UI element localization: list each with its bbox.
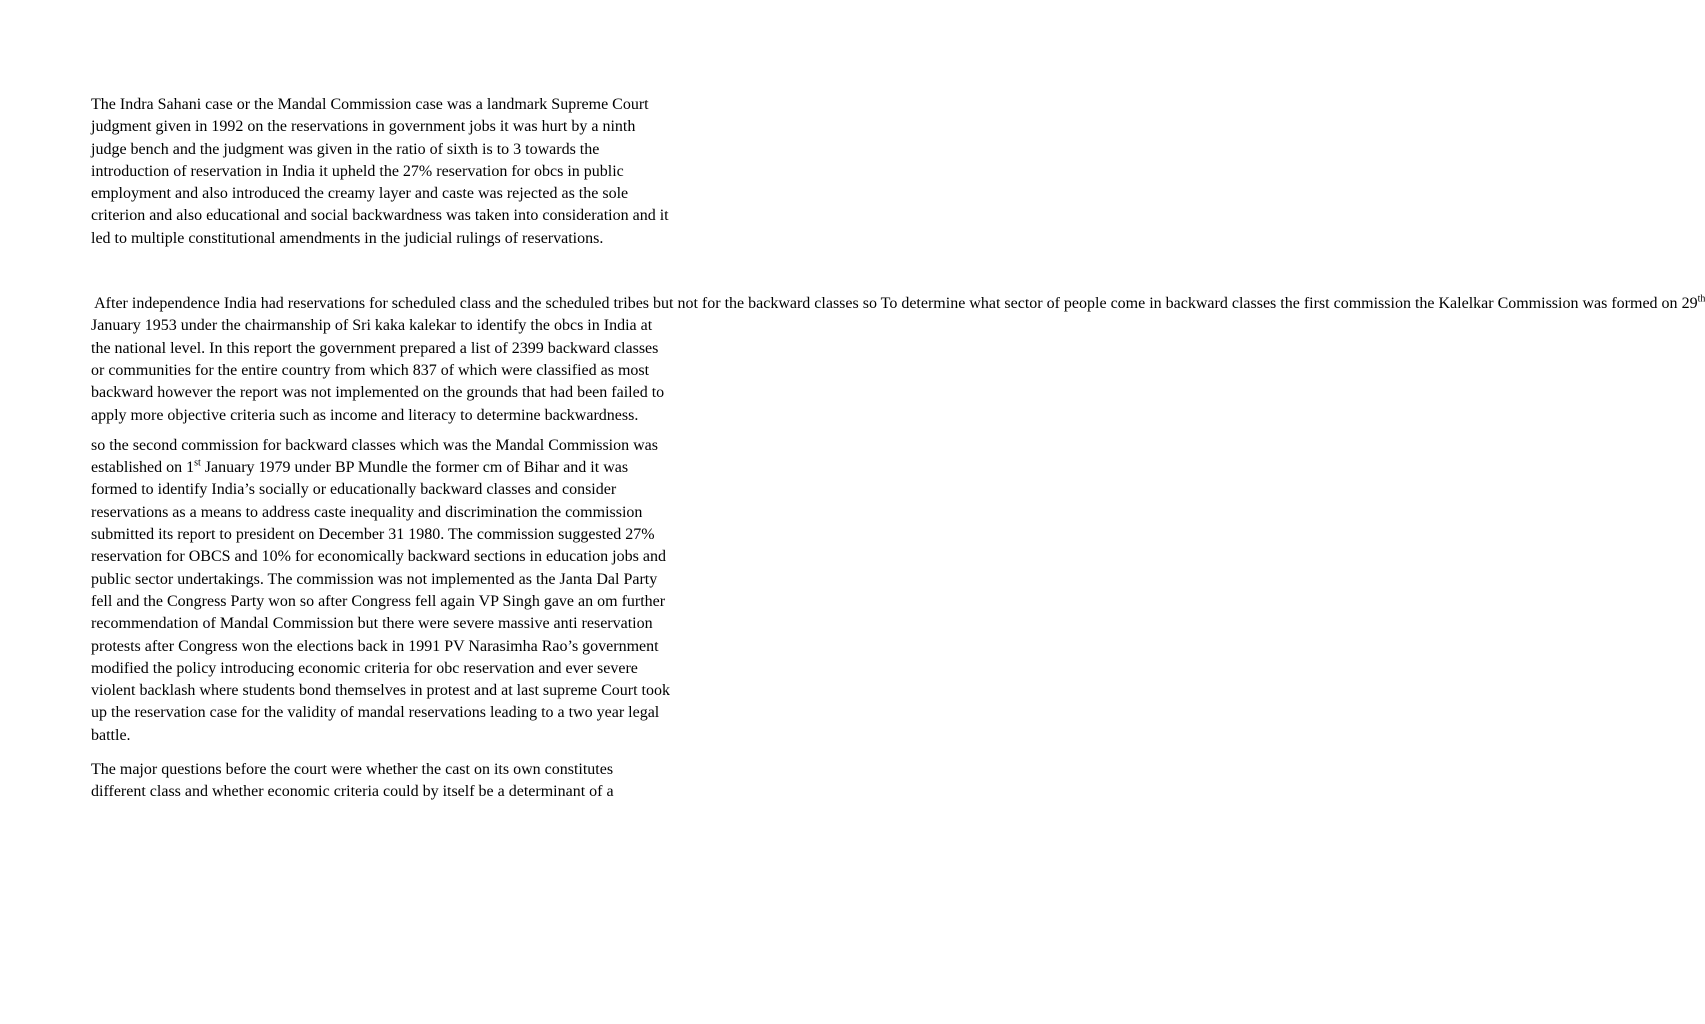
paragraph-intro: The Indra Sahani case or the Mandal Commission case was a landmark Supreme Court judgment given in 1992 on the reservations in government jobs it was hurt by a ninth judge bench and the judgment was given in the ratio of sixth is to 3 towards the introduction of reservation in India it upheld the 27% reservation for obcs in public employment and also introduced the creamy layer and caste was rejected as the sole criterion and also educational and social backwardness was taken into consideration and it led to multiple constitutional amendments in the judicial rulings of reservations. (91, 96, 669, 247)
ordinal-suffix: st (194, 457, 201, 469)
paragraph-mandal-rest: January 1979 under BP Mundle the former cm of Bihar and it was formed to identify India’s socially or educationally backward classes and consider reservations as a means to address caste inequality and discrimination the commission submitted its report to president on December 31 1980. The commission suggested 27% reservation for OBCS and 10% for economically backward sections in education jobs and public sector undertakings. The commission was not implemented as the Janta Dal Party fell and the Congress Party won so after Congress fell again VP Singh gave an om further recommendation of Mandal Commission but there were severe massive anti reservation protests after Congress won the elections back in 1991 PV Narasimha Rao’s government modified the policy introducing economic criteria for obc reservation and ever severe violent backlash where students bond themselves in protest and at last supreme Court took up the reservation case for the validity of mandal reservations leading to a two year legal battle. (91, 459, 670, 744)
paragraph-kalelkar-commission (91, 293, 1705, 427)
paragraph-kalelkar-rest: January 1953 under the chairmanship of Sri kaka kalekar to identify the obcs in India at the national level. In this report the government prepared a list of 2399 backward classes or communities for the entire country from which 837 of which were classified as most backward however the report was not implemented on the grounds that had been failed to apply more objective criteria such as income and literacy to determine backwardness. (91, 317, 665, 424)
paragraph-major-questions: The major questions before the court were whether the cast on its own constitutes different class and whether economic criteria could by itself be a determinant of a (91, 761, 614, 801)
paragraph-mandal-lead: so the second commission for backward classes which was the Mandal Commission was established on (91, 436, 659, 477)
paragraph-mandal-commission (91, 435, 671, 747)
ordinal-suffix: th (1697, 293, 1705, 305)
date-day: 1 (186, 459, 195, 477)
document-body (91, 94, 1705, 804)
date-day: 29 (1681, 295, 1698, 313)
paragraph-kalelkar-lead: After independence India had reservations for scheduled class and the scheduled tribes but not for the backward classes so To determine what sector of people come in backward classes the first commission the Kalelkar Commission was formed on (91, 295, 1682, 313)
